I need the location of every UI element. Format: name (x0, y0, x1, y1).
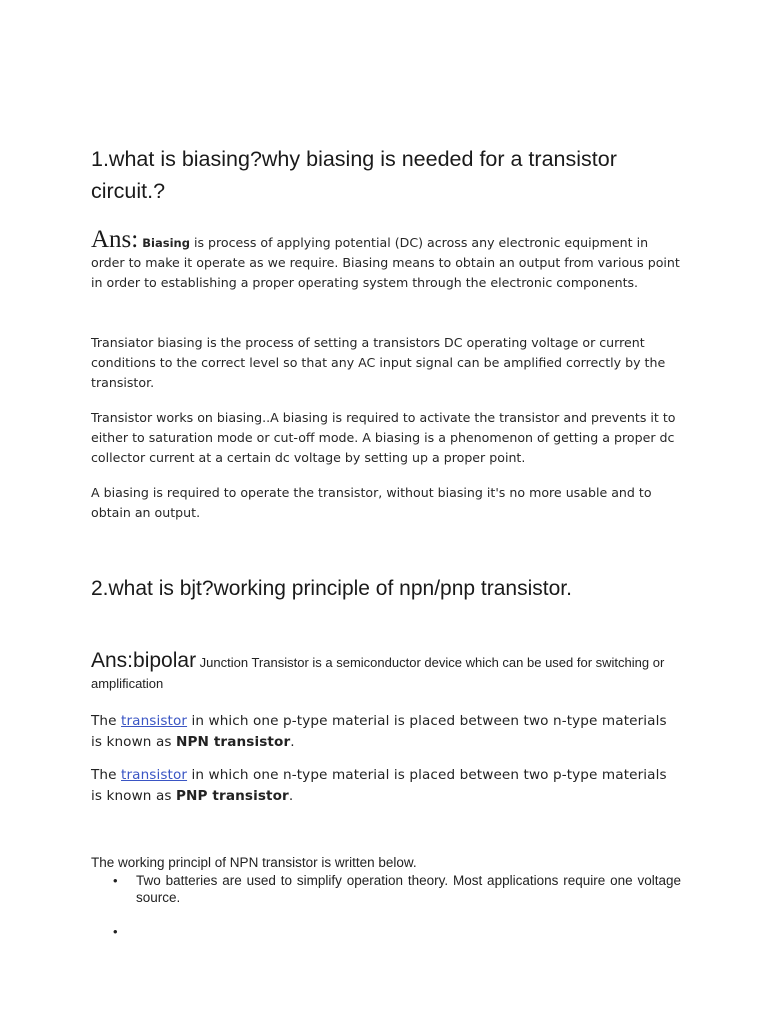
pnp-definition-paragraph (91, 765, 681, 807)
answer-1-text: is process of applying potential (DC) across any electronic equipment in order to make it operate as we require. Biasing means to obtain an output from various point in order to establishing a proper operating system through the electronic components. (91, 235, 680, 290)
working-principle-intro: The working principl of NPN transistor is written below. (91, 855, 417, 870)
transistor-link[interactable]: transistor (121, 713, 188, 729)
biasing-required-paragraph: A biasing is required to operate the transistor, without biasing it's no more usable and to obtain an output. (91, 485, 652, 520)
npn-text: in which one p-type material is placed between two n-type materials is known as (91, 713, 667, 750)
bullet-icon: • (113, 873, 118, 888)
npn-term: NPN transistor (175, 734, 291, 750)
transistor-biasing-paragraph: Transiator biasing is the process of setting a transistors DC operating voltage or current conditions to the correct level so that any AC input signal can be amplified correctly by the transistor. (91, 335, 666, 390)
bullet-icon: • (113, 924, 118, 939)
list-item (91, 872, 681, 906)
answer-2-label: Ans:bipolar (91, 649, 197, 672)
question-1-heading: 1.what is biasing?why biasing is needed for a transistor circuit.? (91, 147, 617, 203)
npn-lead: The (91, 713, 122, 729)
working-principle-list (91, 872, 681, 940)
answer-2-paragraph (91, 650, 681, 694)
biasing-term: Biasing (142, 236, 190, 250)
npn-end: . (290, 734, 295, 750)
pnp-term: PNP transistor (175, 788, 289, 804)
pnp-text: in which one n-type material is placed between two p-type materials is known as (91, 767, 667, 804)
biasing-works-paragraph: Transistor works on biasing..A biasing is required to activate the transistor and prevents it to either to saturation mode or cut-off mode. A biasing is a phenomenon of getting a proper dc collector current at a certain dc voltage by setting up a proper point. (91, 410, 676, 465)
question-2-heading: 2.what is bjt?working principle of npn/pnp transistor. (91, 577, 572, 600)
transistor-link[interactable]: transistor (121, 767, 188, 783)
pnp-end: . (288, 788, 294, 804)
npn-definition-paragraph (91, 711, 681, 753)
answer-1-paragraph (91, 226, 681, 293)
answer-2-text: Junction Transistor is a semiconductor device which can be used for switching or amplification (91, 655, 665, 691)
pnp-lead: The (91, 767, 122, 783)
answer-label: Ans: (91, 226, 139, 253)
list-item-text: Two batteries are used to simplify operation theory. Most applications require one voltage source. (136, 873, 681, 905)
list-item (91, 923, 681, 940)
